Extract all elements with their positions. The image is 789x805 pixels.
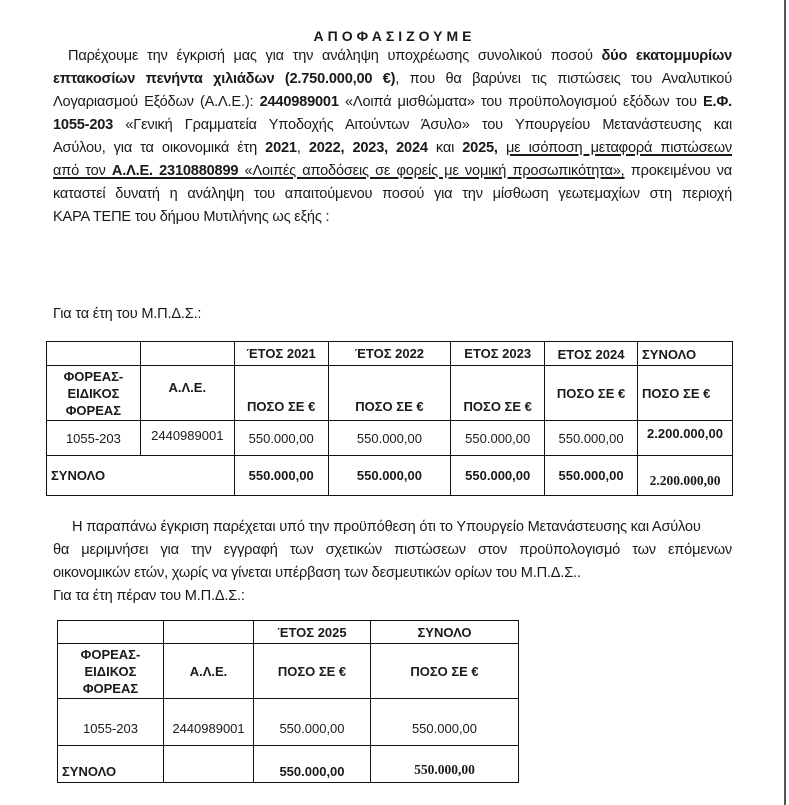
para1-line3: Λογαριασμού Εξόδων (Α.Λ.Ε.): 2440989001 «Λοιπά μισθώματα» του προϋπολογισμού εξόδων του Ε.Φ. — [53, 94, 732, 110]
total-grand: 550.000,00 — [371, 746, 519, 783]
para1-line5: Ασύλου, για τα οικονομικά έτη 2021, 2022, 2023, 2024 και 2025, με ισόποση μεταφορά πιστώσεων — [53, 140, 732, 156]
para1-line1: Παρέχουμε την έγκρισή μας για την ανάληψη υποχρέωσης συνολικού ποσού δύο εκατομμυρίων — [68, 48, 732, 64]
header-total: ΣΥΝΟΛΟ — [638, 342, 733, 366]
cell-ale: 2440989001 — [140, 421, 234, 456]
cell-ale: 2440989001 — [164, 699, 254, 746]
header-foreas: ΦΟΡΕΑΣ- ΕΙΔΙΚΟΣ ΦΟΡΕΑΣ — [47, 366, 141, 421]
header-ale: Α.Λ.Ε. — [140, 366, 234, 421]
para2-line3: οικονομικών ετών, χωρίς να γίνεται υπέρβαση των δεσμευτικών ορίων του Μ.Π.Δ.Σ.. — [53, 565, 581, 581]
approval-paragraph — [53, 45, 732, 229]
total-label: ΣΥΝΟΛΟ — [47, 456, 235, 496]
total-2024: 550.000,00 — [545, 456, 638, 496]
para1-line7: καταστεί δυνατή η ανάληψη του απαιτούμενου ποσού για την μίσθωση γεωτεμαχίων στη περιοχή — [53, 186, 732, 202]
header-amount-total: ΠΟΣΟ ΣΕ € — [371, 644, 519, 699]
header-empty — [164, 621, 254, 644]
header-year-2022: ΈΤΟΣ 2022 — [328, 342, 451, 366]
total-2021: 550.000,00 — [234, 456, 328, 496]
total-2025: 550.000,00 — [254, 746, 371, 783]
section-mpds-label: Για τα έτη του Μ.Π.Δ.Σ.: — [53, 306, 202, 322]
para1-line8: ΚΑΡΑ ΤΕΠΕ του δήμου Μυτιλήνης ως εξής : — [53, 209, 330, 225]
header-year-2024: ΕΤΟΣ 2024 — [545, 342, 638, 366]
section-beyond-mpds-label: Για τα έτη πέραν του Μ.Π.Δ.Σ.: — [53, 588, 245, 604]
table2-total-row — [58, 746, 519, 783]
table1-header-row — [47, 342, 733, 366]
header-amount-2025: ΠΟΣΟ ΣΕ € — [254, 644, 371, 699]
header-amount-2024: ΠΟΣΟ ΣΕ € — [545, 366, 638, 421]
table1-total-row — [47, 456, 733, 496]
cell-amount-2025: 550.000,00 — [254, 699, 371, 746]
para1-line4: 1055-203 «Γενική Γραμματεία Υποδοχής Αιτούντων Άσυλο» του Υπουργείου Μετανάστευσης και — [53, 117, 732, 133]
header-amount-2023: ΠΟΣΟ ΣΕ € — [451, 366, 545, 421]
cell-amount-2023: 550.000,00 — [451, 421, 545, 456]
table2-subheader-row — [58, 644, 519, 699]
para1-line2: επτακοσίων πενήντα χιλιάδων (2.750.000,00 €), που θα βαρύνει τις πιστώσεις του Αναλυτικού — [53, 71, 732, 87]
header-foreas: ΦΟΡΕΑΣ- ΕΙΔΙΚΟΣ ΦΟΡΕΑΣ — [58, 644, 164, 699]
header-empty — [58, 621, 164, 644]
mpds-years-table — [46, 341, 733, 496]
cell-amount-total: 2.200.000,00 — [638, 421, 733, 456]
beyond-mpds-table — [57, 620, 519, 783]
header-year-2025: ΈΤΟΣ 2025 — [254, 621, 371, 644]
table2-header-row — [58, 621, 519, 644]
header-year-2021: ΈΤΟΣ 2021 — [234, 342, 328, 366]
document-title: ΑΠΟΦΑΣΙΖΟΥΜΕ — [313, 28, 476, 44]
header-total: ΣΥΝΟΛΟ — [371, 621, 519, 644]
header-empty — [47, 342, 141, 366]
header-amount-2022: ΠΟΣΟ ΣΕ € — [328, 366, 451, 421]
cell-foreas: 1055-203 — [47, 421, 141, 456]
table-row — [58, 699, 519, 746]
header-ale: Α.Λ.Ε. — [164, 644, 254, 699]
para2-line1: Η παραπάνω έγκριση παρέχεται υπό την προϋπόθεση ότι το Υπουργείο Μετανάστευσης και Ασύλου — [72, 519, 701, 535]
para1-line6: από τον Α.Λ.Ε. 2310880899 «Λοιπές αποδόσεις σε φορείς με νομική προσωπικότητα», προκειμένου να — [53, 163, 732, 179]
table-row — [47, 421, 733, 456]
total-grand: 2.200.000,00 — [638, 456, 733, 496]
cell-foreas: 1055-203 — [58, 699, 164, 746]
cell-amount-2022: 550.000,00 — [328, 421, 451, 456]
cell-amount-total: 550.000,00 — [371, 699, 519, 746]
total-2022: 550.000,00 — [328, 456, 451, 496]
header-empty — [140, 342, 234, 366]
condition-paragraph — [53, 516, 732, 608]
header-amount-2021: ΠΟΣΟ ΣΕ € — [234, 366, 328, 421]
header-year-2023: ΕΤΟΣ 2023 — [451, 342, 545, 366]
header-amount-total: ΠΟΣΟ ΣΕ € — [638, 366, 733, 421]
para2-line2: θα μεριμνήσει για την εγγραφή των σχετικών πιστώσεων στον προϋπολογισμό των επόμενων — [53, 542, 732, 558]
total-label: ΣΥΝΟΛΟ — [58, 746, 164, 783]
total-ale-empty — [164, 746, 254, 783]
page-edge-rule — [784, 0, 786, 805]
total-2023: 550.000,00 — [451, 456, 545, 496]
cell-amount-2024: 550.000,00 — [545, 421, 638, 456]
cell-amount-2021: 550.000,00 — [234, 421, 328, 456]
table1-subheader-row — [47, 366, 733, 421]
